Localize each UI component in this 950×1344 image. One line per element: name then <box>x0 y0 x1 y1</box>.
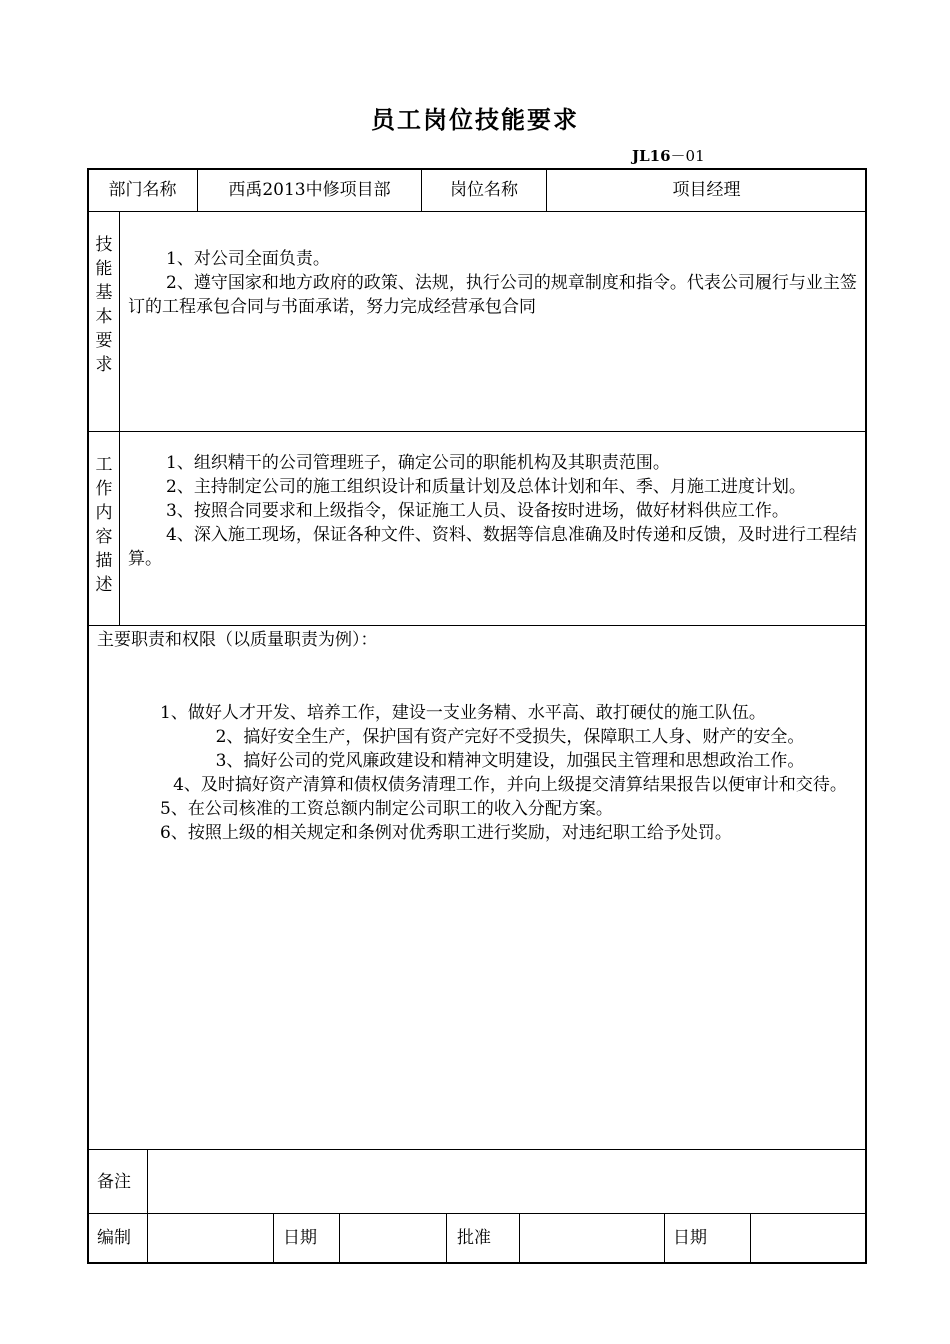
compile-field[interactable] <box>149 1214 272 1262</box>
col-divider <box>750 1213 751 1263</box>
row-divider <box>88 431 866 432</box>
work-item: 1、组织精干的公司管理班子，确定公司的职能机构及其职责范围。 <box>166 453 670 473</box>
duties-item: 4、及时搞好资产清算和债权债务清理工作，并向上级提交清算结果报告以便审计和交待。 <box>173 775 847 795</box>
work-item: 2、主持制定公司的施工组织设计和质量计划及总体计划和年、季、月施工进度计划。 <box>166 477 806 497</box>
row-divider <box>88 625 866 626</box>
date-field[interactable] <box>752 1214 865 1262</box>
skills-label <box>89 233 119 377</box>
duties-item: 5、在公司核准的工资总额内制定公司职工的收入分配方案。 <box>160 799 613 819</box>
skills-item: 1、对公司全面负责。 <box>166 249 330 269</box>
work-label-text: 工作内容描述 <box>95 455 113 595</box>
skills-label-text: 技能基本要求 <box>95 235 113 375</box>
col-divider <box>147 1213 148 1263</box>
compile-label: 编制 <box>97 1228 131 1248</box>
dept-label: 部门名称 <box>108 180 177 200</box>
col-divider <box>664 1213 665 1263</box>
page-title: 员工岗位技能要求 <box>371 105 579 134</box>
dept-value: 西禹2013中修项目部 <box>228 180 391 200</box>
col-divider <box>147 1149 148 1213</box>
col-divider <box>339 1213 340 1263</box>
date-label: 日期 <box>673 1228 707 1248</box>
work-content <box>128 451 859 571</box>
date-label: 日期 <box>283 1228 317 1248</box>
col-divider <box>273 1213 274 1263</box>
date-field[interactable] <box>341 1214 445 1262</box>
approve-field[interactable] <box>521 1214 663 1262</box>
duties-content <box>160 701 860 845</box>
approve-label: 批准 <box>457 1228 491 1248</box>
doc-code <box>632 145 705 166</box>
work-item: 3、按照合同要求和上级指令，保证施工人员、设备按时进场，做好材料供应工作。 <box>166 501 789 521</box>
col-divider <box>119 211 120 625</box>
col-divider <box>446 1213 447 1263</box>
duties-item: 2、搞好安全生产，保护国有资产完好不受损失，保障职工人身、财产的安全。 <box>215 727 805 747</box>
doc-code-suffix: －01 <box>670 147 705 165</box>
work-item: 4、深入施工现场，保证各种文件、资料、数据等信息准确及时传递和反馈，及时进行工程结算。 <box>128 525 857 569</box>
duties-item: 6、按照上级的相关规定和条例对优秀职工进行奖励，对违纪职工给予处罚。 <box>160 823 732 843</box>
doc-code-prefix: JL16 <box>632 147 671 165</box>
post-value: 项目经理 <box>672 180 741 200</box>
row-divider <box>88 211 866 212</box>
work-label <box>89 453 119 597</box>
duties-item: 1、做好人才开发、培养工作，建设一支业务精、水平高、敢打硬仗的施工队伍。 <box>160 703 766 723</box>
remarks-label: 备注 <box>97 1172 131 1192</box>
duties-item: 3、搞好公司的党风廉政建设和精神文明建设，加强民主管理和思想政治工作。 <box>215 751 805 771</box>
col-divider <box>519 1213 520 1263</box>
duties-heading: 主要职责和权限（以质量职责为例）： <box>97 630 378 650</box>
skills-content <box>128 247 859 319</box>
remarks-field[interactable] <box>150 1150 864 1212</box>
skills-item: 2、遵守国家和地方政府的政策、法规，执行公司的规章制度和指令。代表公司履行与业主签订的工程承包合同与书面承诺，努力完成经营承包合同 <box>128 273 857 317</box>
post-label: 岗位名称 <box>450 180 518 200</box>
